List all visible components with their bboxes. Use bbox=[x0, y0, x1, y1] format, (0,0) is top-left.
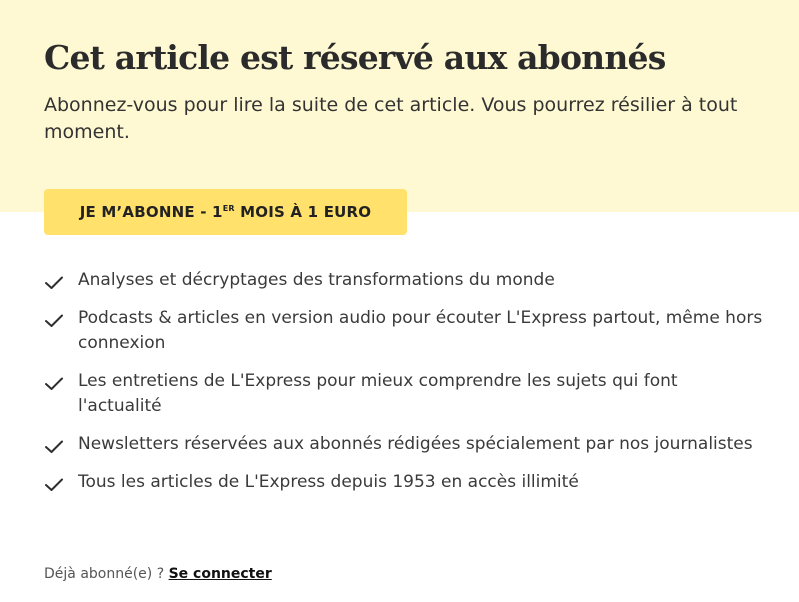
check-icon bbox=[45, 314, 63, 328]
benefits-list bbox=[44, 268, 764, 508]
benefit-item bbox=[44, 268, 764, 293]
benefit-text: Tous les articles de L'Express depuis 1953 en accès illimité bbox=[78, 472, 579, 492]
already-subscribed-text: Déjà abonné(e) ? bbox=[44, 566, 169, 582]
benefit-text: Analyses et décryptages des transformations du monde bbox=[78, 270, 555, 290]
benefit-text: Podcasts & articles en version audio pour écouter L'Express partout, même hors connexion bbox=[78, 308, 763, 353]
check-icon bbox=[45, 377, 63, 391]
benefit-item bbox=[44, 369, 764, 419]
benefit-text: Newsletters réservées aux abonnés rédigées spécialement par nos journalistes bbox=[78, 434, 753, 454]
benefit-item bbox=[44, 432, 764, 457]
paywall-title: Cet article est réservé aux abonnés bbox=[44, 38, 666, 77]
benefit-item bbox=[44, 470, 764, 495]
check-icon bbox=[45, 276, 63, 290]
paywall-subtitle: Abonnez-vous pour lire la suite de cet article. Vous pourrez résilier à tout moment. bbox=[44, 94, 738, 143]
benefit-item bbox=[44, 306, 764, 356]
check-icon bbox=[45, 478, 63, 492]
benefit-text: Les entretiens de L'Express pour mieux comprendre les sujets qui font l'actualité bbox=[78, 371, 678, 416]
subscribe-button-label-suffix: MOIS À 1 EURO bbox=[234, 203, 372, 221]
login-prompt bbox=[44, 566, 272, 582]
login-link[interactable]: Se connecter bbox=[168, 566, 272, 582]
check-icon bbox=[45, 440, 63, 454]
subscribe-button-label-prefix: JE M’ABONNE - 1 bbox=[79, 203, 223, 221]
subscribe-button[interactable]: JE M’ABONNE - 1 $^{ER}$ MOIS À 1 EURO bbox=[44, 189, 407, 235]
